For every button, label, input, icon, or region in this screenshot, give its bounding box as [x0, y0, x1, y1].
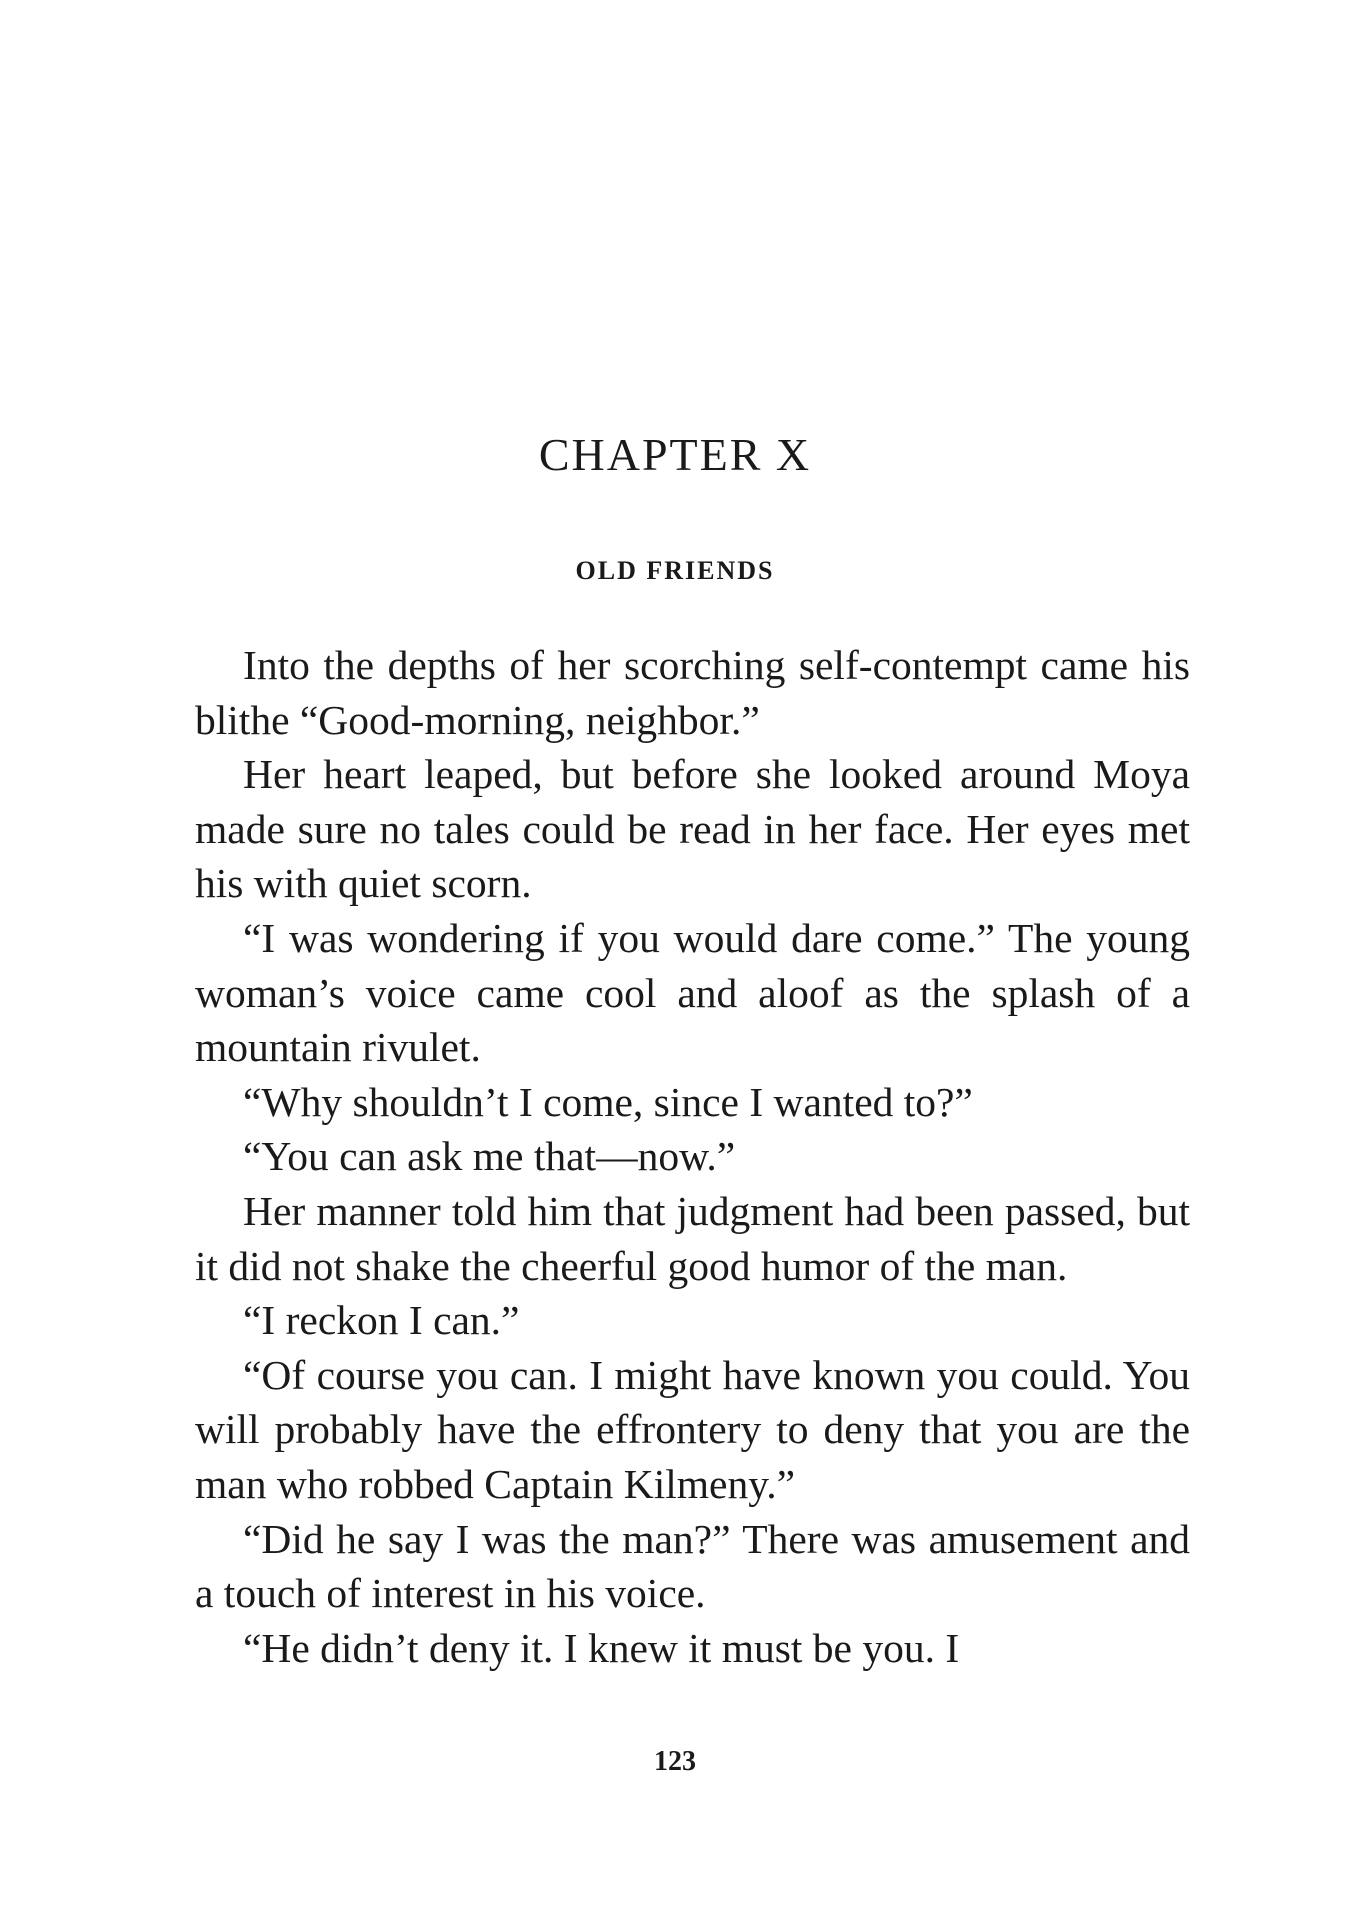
paragraph: “He didn’t deny it. I knew it must be you. I: [243, 1624, 960, 1671]
paragraph: “Of course you can. I might have known you could. You will probably have the effrontery to deny that you are the man who robbed Captain Kilmeny.”: [195, 1351, 1190, 1507]
page-number: 123: [654, 1746, 696, 1777]
chapter-heading: CHAPTER X: [538, 429, 812, 480]
paragraph: “Did he say I was the man?” There was amusement and a touch of interest in his voice.: [195, 1515, 1190, 1617]
paragraph: Her manner told him that judgment had been passed, but it did not shake the cheerful good humor of the man.: [195, 1187, 1190, 1289]
paragraph: “I reckon I can.”: [243, 1297, 520, 1344]
paragraph: “I was wondering if you would dare come.” The young woman’s voice came cool and aloof as the splash of a mountain rivulet.: [195, 914, 1190, 1071]
paragraph: “Why shouldn’t I come, since I wanted to?”: [243, 1078, 973, 1125]
chapter-subtitle: OLD FRIENDS: [575, 556, 775, 585]
paragraph: “You can ask me that—now.”: [243, 1133, 736, 1180]
paragraph: Into the depths of her scorching self-contempt came his blithe “Good-morning, neighbor.”: [195, 642, 1190, 743]
paragraph: Her heart leaped, but before she looked around Moya made sure no tales could be read in her face. Her eyes met his with quiet scorn.: [195, 751, 1190, 907]
body-text: [195, 638, 1190, 1675]
